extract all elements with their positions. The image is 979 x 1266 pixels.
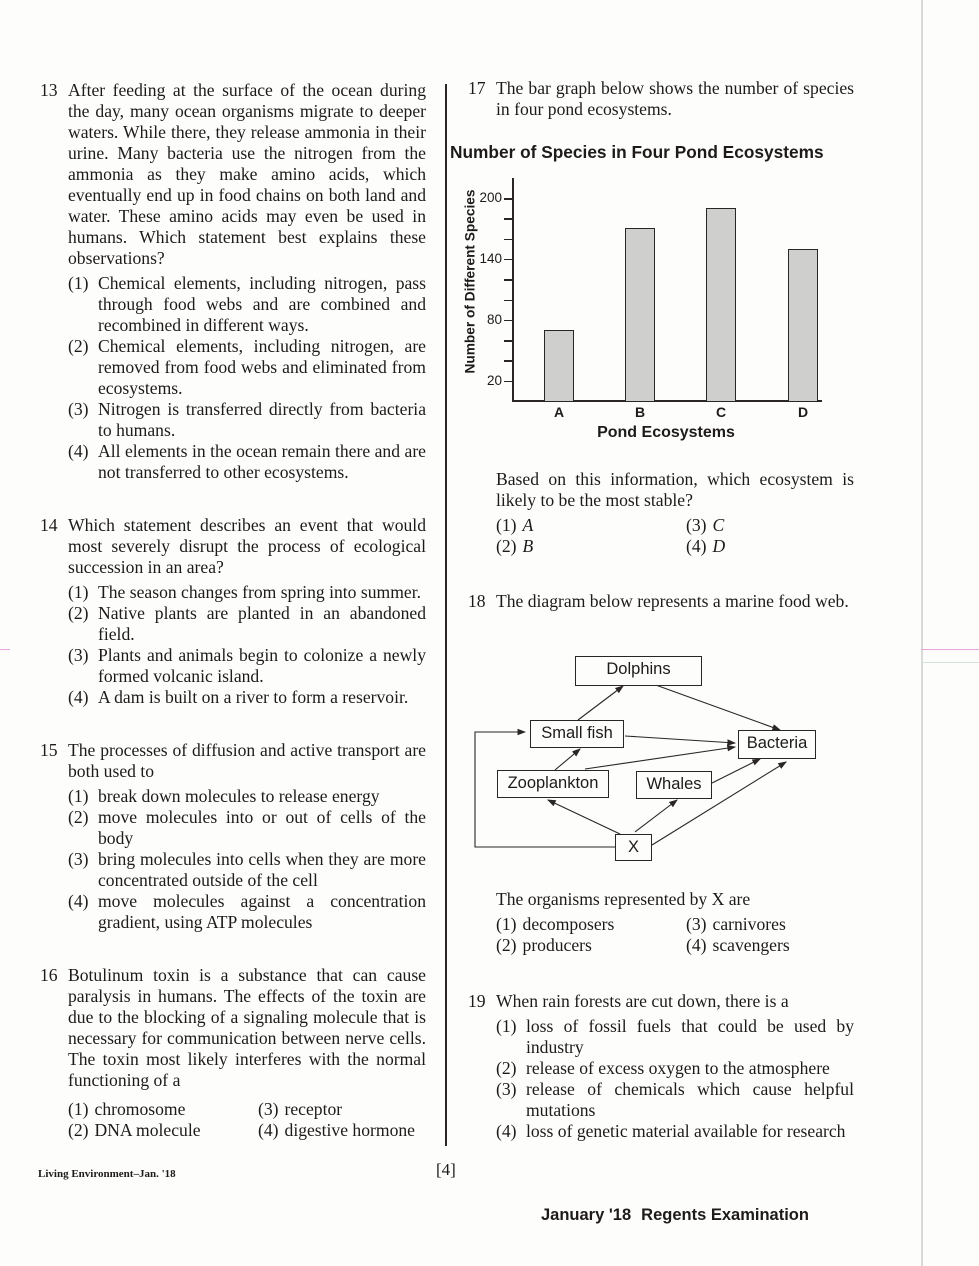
y-tick: [504, 198, 513, 200]
y-tick: [504, 300, 513, 302]
question-followup: The organisms represented by X are: [496, 889, 751, 909]
question-followup: Based on this information, which ecosystem is likely to be the most stable?: [496, 469, 854, 510]
option-text: Native plants are planted in an abandoned field.: [98, 603, 426, 644]
question-stem: The diagram below represents a marine food web.: [496, 591, 849, 611]
question-19: [468, 991, 854, 1142]
option-text: The season changes from spring into summer.: [98, 582, 421, 602]
footer-exam-title: [541, 1206, 809, 1225]
bar-c: [706, 208, 736, 401]
option-number: (1): [68, 582, 89, 602]
x-axis-label: Pond Ecosystems: [597, 424, 735, 441]
option-text: chromosome: [94, 1099, 186, 1119]
food-web-diagram: [470, 650, 830, 865]
answer-option-4[interactable]: [68, 441, 426, 483]
answer-option-3[interactable]: [686, 914, 876, 935]
answer-option-2[interactable]: [68, 603, 426, 645]
question-18-stem-block: [468, 591, 854, 612]
option-text: A: [522, 515, 534, 535]
option-number: (3): [68, 645, 89, 665]
left-column: [40, 80, 426, 1141]
option-number: (3): [258, 1099, 279, 1119]
option-number: (2): [68, 336, 89, 356]
option-text: Plants and animals begin to colonize a newly formed volcanic island.: [98, 645, 426, 686]
chart-title: Number of Species in Four Pond Ecosystems: [450, 142, 824, 162]
edge-mark-right-pink: [921, 649, 979, 650]
question-number: 17: [468, 78, 486, 98]
option-text: release of excess oxygen to the atmosphere: [526, 1058, 830, 1078]
option-number: (4): [68, 891, 89, 911]
question-stem: The bar graph below shows the number of species in four pond ecosystems.: [496, 78, 854, 119]
bar-b: [625, 228, 655, 401]
option-text: Chemical elements, including nitrogen, pass through food webs and are combined and recombined in different ways.: [98, 273, 426, 335]
footer-exam-label: Living Environment–Jan. '18: [38, 1168, 176, 1180]
option-number: (2): [68, 603, 89, 623]
answer-option-4[interactable]: [496, 1121, 854, 1142]
option-text: move molecules against a concentration gradient, using ATP molecules: [98, 891, 426, 932]
option-number: (1): [496, 515, 517, 535]
option-text: digestive hormone: [284, 1120, 415, 1140]
option-number: (3): [686, 515, 707, 535]
y-tick: [504, 320, 513, 322]
answer-option-2[interactable]: [496, 536, 686, 557]
option-number: (1): [496, 1016, 517, 1036]
option-number: (2): [496, 1058, 517, 1078]
answer-option-4[interactable]: [686, 935, 876, 956]
option-text: receptor: [284, 1099, 343, 1119]
option-text: break down molecules to release energy: [98, 786, 380, 806]
option-number: (2): [68, 807, 89, 827]
option-number: (2): [496, 536, 517, 556]
answer-option-3[interactable]: [68, 645, 426, 687]
option-number: (3): [68, 399, 89, 419]
option-number: (4): [686, 536, 707, 556]
option-text: B: [522, 536, 534, 556]
option-number: (1): [68, 1099, 89, 1119]
option-text: Chemical elements, including nitrogen, are removed from food webs and eliminated from ecosystems.: [98, 336, 426, 398]
answer-options: [68, 786, 426, 933]
question-number: 13: [40, 80, 58, 100]
question-stem: Botulinum toxin is a substance that can cause paralysis in humans. The effects of the toxin are due to the blocking of a signaling molecule that is necessary for communication between nerve cells. The toxin most likely interferes with the normal functioning of a: [68, 965, 426, 1090]
option-text: carnivores: [712, 914, 786, 934]
y-tick-label: 80: [486, 311, 502, 327]
option-text: loss of genetic material available for research: [526, 1121, 846, 1141]
option-text: DNA molecule: [94, 1120, 201, 1140]
edge-mark-left-pink: [0, 649, 10, 650]
question-number: 19: [468, 991, 486, 1011]
answer-options: [68, 273, 426, 483]
option-text: bring molecules into cells when they are more concentrated outside of the cell: [98, 849, 426, 890]
question-14: [40, 515, 426, 708]
answer-option-4[interactable]: [68, 687, 426, 708]
y-tick: [504, 279, 513, 281]
answer-option-1[interactable]: [68, 582, 426, 603]
answer-option-3[interactable]: [68, 399, 426, 441]
option-number: (4): [68, 441, 89, 461]
question-stem: After feeding at the surface of the ocean during the day, many ocean organisms migrate to deeper waters. While there, they release ammonia in their urine. Many bacteria use the nitrogen from the ammonia as they make amino acids, which eventually end up in food chains on both land and water. These amino acids may even be used in humans. Which statement best explains these observations?: [68, 80, 426, 268]
question-number: 15: [40, 740, 58, 760]
y-tick: [504, 218, 513, 220]
option-number: (3): [496, 1079, 517, 1099]
question-17-answers: [496, 469, 854, 557]
answer-option-2[interactable]: [496, 1058, 854, 1079]
option-text: All elements in the ocean remain there and are not transferred to other ecosystems.: [98, 441, 426, 482]
option-number: (3): [686, 914, 707, 934]
right-column-q17: [468, 78, 854, 120]
y-axis-label: Number of Different Species: [462, 189, 478, 374]
node-dolphins: Dolphins: [575, 656, 702, 686]
option-text: decomposers: [522, 914, 615, 934]
question-19-block: [468, 991, 854, 1142]
answer-option-2[interactable]: [68, 1120, 258, 1141]
answer-option-3[interactable]: [68, 849, 426, 891]
answer-option-2[interactable]: [496, 935, 686, 956]
question-16: [40, 965, 426, 1141]
question-15: [40, 740, 426, 933]
answer-option-1[interactable]: [496, 515, 686, 536]
option-number: (2): [496, 935, 517, 955]
x-category-label: B: [634, 404, 646, 420]
answer-option-3[interactable]: [686, 515, 876, 536]
answer-option-4[interactable]: [686, 536, 876, 557]
option-number: (2): [68, 1120, 89, 1140]
y-tick: [504, 381, 513, 383]
question-stem: The processes of diffusion and active transport are both used to: [68, 740, 426, 781]
answer-option-1[interactable]: [496, 914, 686, 935]
question-18: [468, 591, 854, 612]
y-tick: [504, 340, 513, 342]
answer-options: [496, 914, 854, 956]
node-bacteria: Bacteria: [738, 730, 816, 759]
node-small-fish: Small fish: [530, 720, 624, 748]
answer-option-4[interactable]: [68, 891, 426, 933]
answer-option-3[interactable]: [258, 1099, 448, 1120]
page-edge-line: [921, 0, 923, 1266]
answer-option-3[interactable]: [496, 1079, 854, 1121]
bar-a: [544, 330, 574, 401]
y-tick-label: 20: [486, 372, 502, 388]
question-17: [468, 78, 854, 120]
answer-option-4[interactable]: [258, 1120, 448, 1141]
option-number: (1): [68, 273, 89, 293]
x-category-label: C: [715, 404, 727, 420]
answer-option-1[interactable]: [68, 1099, 258, 1120]
y-tick: [504, 239, 513, 241]
question-13: [40, 80, 426, 483]
option-number: (1): [496, 914, 517, 934]
footer-date: January '18: [541, 1206, 632, 1224]
answer-option-2[interactable]: [68, 336, 426, 399]
option-text: A dam is built on a river to form a reservoir.: [98, 687, 409, 707]
question-stem: When rain forests are cut down, there is a: [496, 991, 789, 1011]
y-tick-label: 200: [479, 190, 502, 205]
question-number: 18: [468, 591, 486, 611]
answer-option-1[interactable]: [68, 273, 426, 336]
option-text: move molecules into or out of cells of the body: [98, 807, 426, 848]
option-text: C: [712, 515, 725, 535]
answer-options: [68, 1099, 426, 1141]
option-number: (1): [68, 786, 89, 806]
node-zooplankton: Zooplankton: [497, 770, 609, 798]
question-stem: Which statement describes an event that would most severely disrupt the process of ecological succession in an area?: [68, 515, 426, 577]
option-text: D: [712, 536, 726, 556]
question-18-answers: [496, 889, 854, 956]
x-category-label: D: [797, 404, 809, 420]
option-text: Nitrogen is transferred directly from bacteria to humans.: [98, 399, 426, 440]
answer-option-2[interactable]: [68, 807, 426, 849]
option-number: (3): [68, 849, 89, 869]
question-number: 16: [40, 965, 58, 985]
option-number: (4): [258, 1120, 279, 1140]
option-number: (4): [68, 687, 89, 707]
edge-mark-right-gray: [921, 662, 979, 663]
answer-options: [496, 1016, 854, 1142]
option-text: loss of fossil fuels that could be used by industry: [526, 1016, 854, 1057]
bar-d: [788, 249, 818, 401]
option-text: scavengers: [712, 935, 790, 955]
answer-options: [68, 582, 426, 708]
answer-option-1[interactable]: [496, 1016, 854, 1058]
node-whales: Whales: [636, 771, 712, 799]
option-text: producers: [522, 935, 592, 955]
bar-chart: [446, 170, 866, 450]
y-tick-label: 140: [479, 250, 502, 266]
y-tick: [504, 360, 513, 362]
footer-title: Regents Examination: [641, 1206, 809, 1224]
node-x: X: [615, 834, 652, 861]
option-text: release of chemicals which cause helpful mutations: [526, 1079, 854, 1120]
page-number: [4]: [436, 1160, 456, 1179]
y-tick: [504, 259, 513, 261]
question-number: 14: [40, 515, 58, 535]
option-number: (4): [686, 935, 707, 955]
x-category-label: A: [553, 404, 565, 420]
answer-options: [496, 515, 854, 557]
option-number: (4): [496, 1121, 517, 1141]
y-axis: [512, 178, 514, 402]
answer-option-1[interactable]: [68, 786, 426, 807]
